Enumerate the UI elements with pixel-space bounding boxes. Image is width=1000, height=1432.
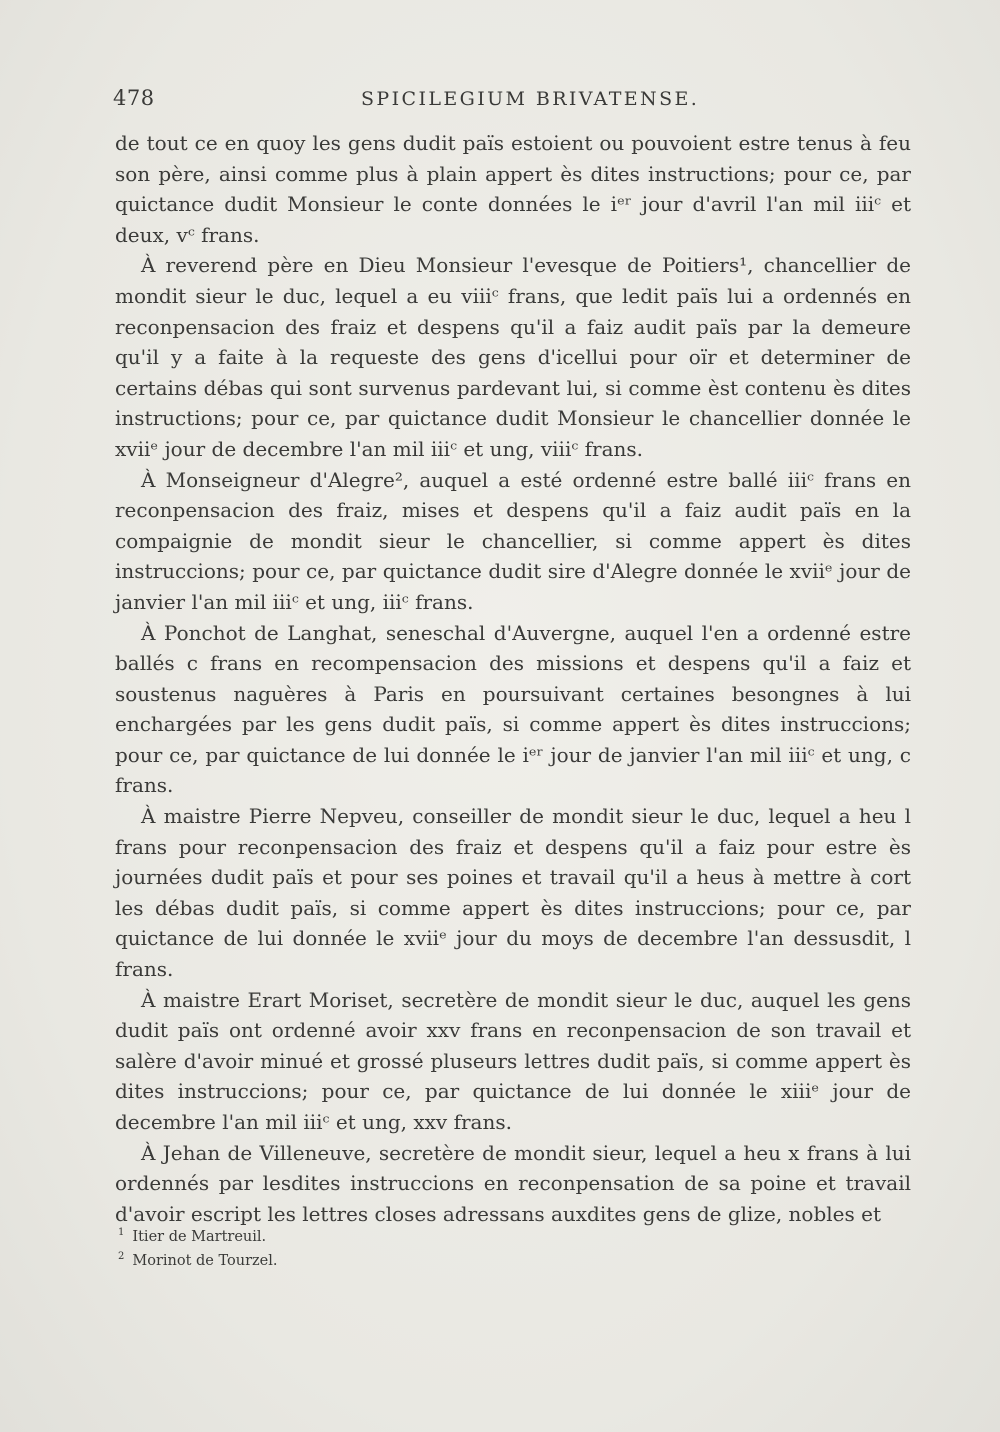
paragraph: de tout ce en quoy les gens dudit païs estoient ou pouvoient estre tenus à feu son père, ainsi comme plus à plain appert ès dites instructions; pour ce, par quictance dudit Monsieur le conte données le iᵉʳ jour d'avril l'an mil iiiᶜ et deux, vᶜ frans. — [115, 131, 911, 247]
page-header — [113, 86, 911, 118]
footnote — [118, 1249, 718, 1273]
footnotes — [118, 1225, 718, 1273]
footnote-text: Morinot de Tourzel. — [132, 1253, 278, 1269]
paragraph: À Monseigneur d'Alegre², auquel a esté ordenné estre ballé iiiᶜ frans en reconpensacion des fraiz, mises et despens qu'il a faiz audit païs en la compaignie de mondit sieur le chancellier, si comme appert ès dites instruccions; pour ce, par quictance dudit sire d'Alegre donnée le xviiᵉ jour de janvier l'an mil iiiᶜ et ung, iiiᶜ frans. — [115, 467, 911, 614]
footnote-mark: 1 — [118, 1227, 125, 1239]
footnote — [118, 1225, 718, 1249]
running-title: SPICILEGIUM BRIVATENSE. — [361, 88, 700, 110]
footnote-mark: 2 — [118, 1251, 125, 1263]
body-text — [115, 128, 911, 1229]
page-number: 478 — [113, 86, 155, 110]
paragraph: À maistre Erart Moriset, secretère de mondit sieur le duc, auquel les gens dudit païs ont ordenné avoir xxv frans en reconpensacion de son travail et salère d'avoir minué et grossé pluseurs lettres dudit païs, si comme appert ès dites instruccions; pour ce, par quictance de lui donnée le xiiiᵉ jour de decembre l'an mil iiiᶜ et ung, xxv frans. — [115, 987, 911, 1134]
footnote-text: Itier de Martreuil. — [132, 1229, 267, 1245]
paragraph: À Jehan de Villeneuve, secretère de mondit sieur, lequel a heu x frans à lui ordennés par lesdites instruccions en reconpensation de sa poine et travail d'avoir escript les lettres closes adressans auxdites gens de glize, nobles et — [115, 1140, 911, 1226]
paragraph: À reverend père en Dieu Monsieur l'evesque de Poitiers¹, chancellier de mondit sieur le duc, lequel a eu viiiᶜ frans, que ledit païs lui a ordennés en reconpensacion des fraiz et despens qu'il a faiz audit païs par la demeure qu'il y a faite à la requeste des gens d'icellui pour oïr et determiner de certains débas qui sont survenus pardevant lui, si comme ѐst contenu ès dites instructions; pour ce, par quictance dudit Monsieur le chancellier donnée le xviiᵉ jour de decembre l'an mil iiiᶜ et ung, viiiᶜ frans. — [115, 253, 911, 461]
paragraph: À maistre Pierre Nepveu, conseiller de mondit sieur le duc, lequel a heu l frans pour reconpensacion des fraiz et despens qu'il a faiz pour estre ès journées dudit païs et pour ses poines et travail qu'il a heus à mettre à cort les débas dudit païs, si comme appert ès dites instruccions; pour ce, par quictance de lui donnée le xviiᵉ jour du moys de decembre l'an dessusdit, l frans. — [115, 804, 911, 982]
paragraph: À Ponchot de Langhat, seneschal d'Auvergne, auquel l'en a ordenné estre ballés c frans en recompensacion des missions et despens qu'il a faiz et soustenus naguères à Paris en poursuivant certaines besongnes à lui enchargées par les gens dudit païs, si comme appert ès dites instruccions; pour ce, par quictance de lui donnée le iᵉʳ jour de janvier l'an mil iiiᶜ et ung, c frans. — [115, 620, 911, 798]
